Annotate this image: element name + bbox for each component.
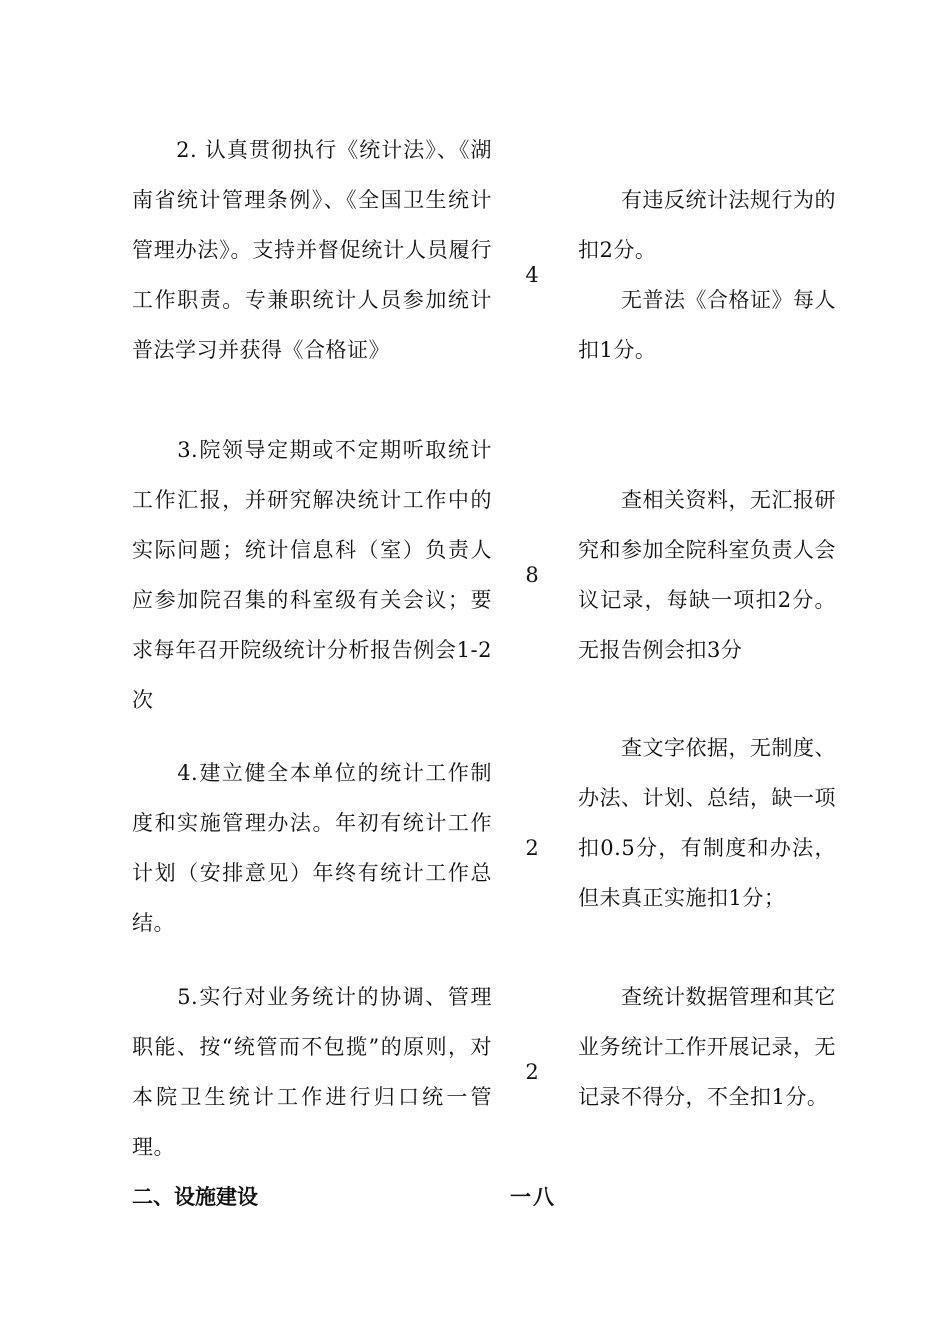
- scoring-method: 查统计数据管理和其它业务统计工作开展记录，无记录不得分，不全扣1分。: [578, 985, 836, 1109]
- score-value: 2: [525, 1060, 539, 1084]
- page-number: 一八: [510, 1185, 556, 1209]
- criterion-row-4: [132, 736, 842, 998]
- scoring-method: 查文字依据，无制度、办法、计划、总结，缺一项扣0.5分，有制度和办法，但未真正实施扣1分；: [578, 736, 836, 910]
- criterion-text: 3.院领导定期或不定期听取统计工作汇报，并研究解决统计工作中的实际问题；统计信息科（室）负责人应参加院召集的科室级有关会议；要求每年召开院级统计分析报告例会1-2次: [132, 438, 492, 712]
- criterion-row-5: [132, 972, 842, 1172]
- section-heading: 二、设施建设: [132, 1185, 258, 1209]
- score-value: 8: [525, 563, 539, 587]
- criterion-text: 4.建立健全本单位的统计工作制度和实施管理办法。年初有统计工作计划（安排意见）年终有统计工作总结。: [132, 761, 492, 935]
- criterion-text: 5.实行对业务统计的协调、管理职能、按“统管而不包揽”的原则，对本院卫生统计工作进行归口统一管理。: [132, 985, 492, 1159]
- score-value: 4: [525, 263, 539, 287]
- criterion-row-2: [132, 125, 842, 425]
- criterion-row-3: [132, 425, 842, 725]
- scoring-method: 查相关资料，无汇报研究和参加全院科室负责人会议记录，每缺一项扣2分。无报告例会扣3分: [578, 488, 836, 662]
- scoring-method: 有违反统计法规行为的扣2分。 无普法《合格证》每人扣1分。: [578, 188, 836, 362]
- score-value: 2: [525, 836, 539, 860]
- criterion-text: 2. 认真贯彻执行《统计法》、《湖南省统计管理条例》、《全国卫生统计管理办法》。支持并督促统计人员履行工作职责。专兼职统计人员参加统计普法学习并获得《合格证》: [132, 138, 492, 362]
